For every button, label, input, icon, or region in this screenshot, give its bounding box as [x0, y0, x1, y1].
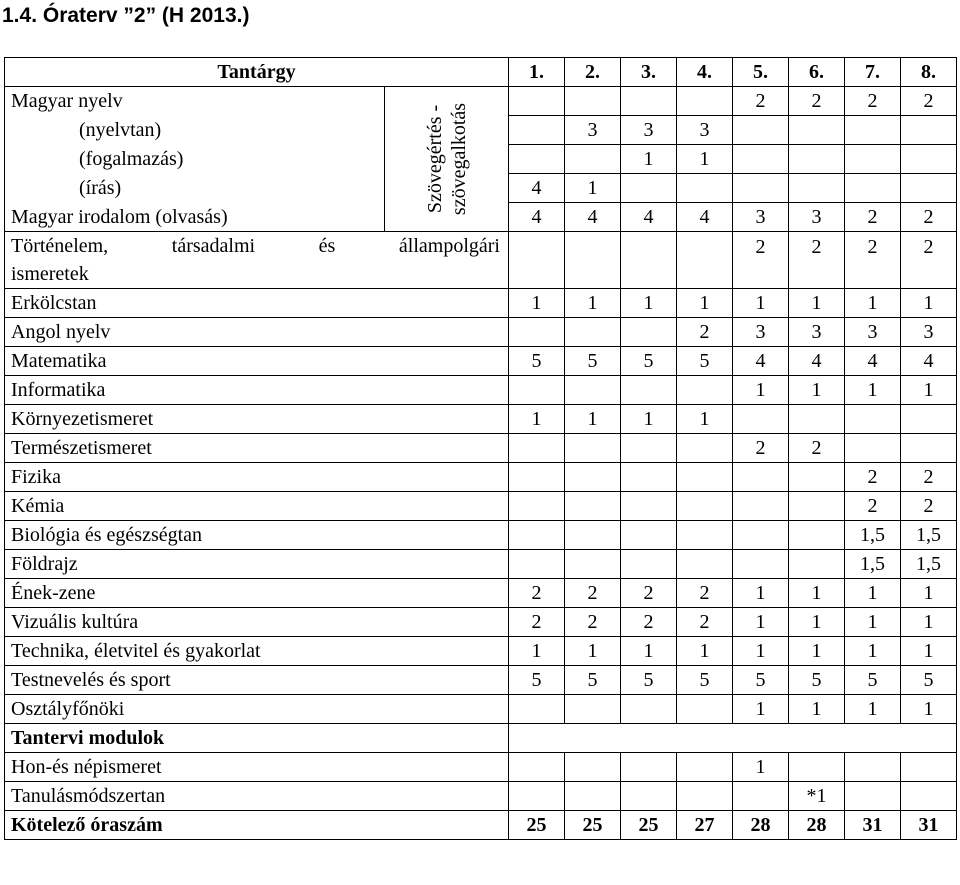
- kemia-grade-2: [565, 492, 621, 521]
- vertical-label-cell: [385, 87, 509, 232]
- history-word-2: társadalmi: [171, 235, 256, 257]
- informatika-grade-5: 1: [733, 376, 789, 405]
- kornyezetismeret-grade-6: [789, 405, 845, 434]
- kotelezo-oraszam-grade-1: 25: [509, 811, 565, 840]
- hungarian-writing-grade-2: 1: [565, 174, 621, 203]
- subject-kemia: Kémia: [5, 492, 509, 521]
- hungarian-composition-grade-5: [733, 145, 789, 174]
- subject-row: [5, 405, 957, 434]
- matematika-grade-2: 5: [565, 347, 621, 376]
- technika-eletvitel-es-gyakorlat-grade-8: 1: [901, 637, 957, 666]
- biologia-es-egeszsegtan-grade-3: [621, 521, 677, 550]
- subject-foldrajz: Földrajz: [5, 550, 509, 579]
- subject-kotelezo-oraszam: Kötelező óraszám: [5, 811, 509, 840]
- grade-header-3: 3.: [621, 58, 677, 87]
- subject-row: [5, 579, 957, 608]
- hungarian-literature-grade-1: 4: [509, 203, 565, 232]
- testneveles-es-sport-grade-3: 5: [621, 666, 677, 695]
- fizika-grade-2: [565, 463, 621, 492]
- technika-eletvitel-es-gyakorlat-grade-1: 1: [509, 637, 565, 666]
- subject-row: [5, 608, 957, 637]
- kemia-grade-7: 2: [845, 492, 901, 521]
- modules-label: Tantervi modulok: [5, 724, 509, 753]
- history-word-3: és: [318, 235, 336, 257]
- hungarian-literature-label: Magyar irodalom (olvasás): [5, 203, 385, 232]
- hungarian-grammar-grade-1: [509, 116, 565, 145]
- hungarian-grammar-grade-4: 3: [677, 116, 733, 145]
- osztalyfonoki-grade-5: 1: [733, 695, 789, 724]
- testneveles-es-sport-grade-7: 5: [845, 666, 901, 695]
- vizualis-kultura-grade-7: 1: [845, 608, 901, 637]
- matematika-grade-3: 5: [621, 347, 677, 376]
- tanulasmodszertan-grade-6: *1: [789, 782, 845, 811]
- kemia-grade-4: [677, 492, 733, 521]
- subject-row: [5, 492, 957, 521]
- osztalyfonoki-grade-1: [509, 695, 565, 724]
- hungarian-composition-grade-4: 1: [677, 145, 733, 174]
- hungarian-literature-grade-6: 3: [789, 203, 845, 232]
- subject-row: [5, 753, 957, 782]
- grade-header-8: 8.: [901, 58, 957, 87]
- history-grade-8: 2: [901, 232, 957, 289]
- erkolcstan-grade-3: 1: [621, 289, 677, 318]
- fizika-grade-4: [677, 463, 733, 492]
- subject-erkolcstan: Erkölcstan: [5, 289, 509, 318]
- tanulasmodszertan-grade-4: [677, 782, 733, 811]
- biologia-es-egeszsegtan-grade-7: 1,5: [845, 521, 901, 550]
- vizualis-kultura-grade-6: 1: [789, 608, 845, 637]
- history-row: [5, 232, 957, 289]
- technika-eletvitel-es-gyakorlat-grade-7: 1: [845, 637, 901, 666]
- erkolcstan-grade-8: 1: [901, 289, 957, 318]
- vizualis-kultura-grade-5: 1: [733, 608, 789, 637]
- foldrajz-grade-8: 1,5: [901, 550, 957, 579]
- tanulasmodszertan-grade-1: [509, 782, 565, 811]
- hon-es-nepismeret-grade-2: [565, 753, 621, 782]
- page-title: 1.4. Óraterv ”2” (H 2013.): [2, 4, 250, 27]
- enek-zene-grade-4: 2: [677, 579, 733, 608]
- angol-nyelv-grade-7: 3: [845, 318, 901, 347]
- hungarian-main-row: [5, 87, 957, 116]
- hungarian-writing-grade-3: [621, 174, 677, 203]
- hungarian-literature-grade-5: 3: [733, 203, 789, 232]
- biologia-es-egeszsegtan-grade-4: [677, 521, 733, 550]
- hungarian-writing-grade-5: [733, 174, 789, 203]
- foldrajz-grade-6: [789, 550, 845, 579]
- kotelezo-oraszam-grade-6: 28: [789, 811, 845, 840]
- kornyezetismeret-grade-8: [901, 405, 957, 434]
- osztalyfonoki-grade-4: [677, 695, 733, 724]
- history-word-last: ismeretek: [11, 263, 89, 285]
- termeszetismeret-grade-1: [509, 434, 565, 463]
- subject-tanulasmodszertan: Tanulásmódszertan: [5, 782, 509, 811]
- technika-eletvitel-es-gyakorlat-grade-5: 1: [733, 637, 789, 666]
- subject-technika-eletvitel-es-gyakorlat: Technika, életvitel és gyakorlat: [5, 637, 509, 666]
- foldrajz-grade-2: [565, 550, 621, 579]
- foldrajz-grade-4: [677, 550, 733, 579]
- matematika-grade-5: 4: [733, 347, 789, 376]
- subject-kornyezetismeret: Környezetismeret: [5, 405, 509, 434]
- kotelezo-oraszam-grade-3: 25: [621, 811, 677, 840]
- modules-empty: [509, 724, 957, 753]
- hungarian-composition-grade-1: [509, 145, 565, 174]
- technika-eletvitel-es-gyakorlat-grade-6: 1: [789, 637, 845, 666]
- informatika-grade-4: [677, 376, 733, 405]
- erkolcstan-grade-1: 1: [509, 289, 565, 318]
- grade-header-5: 5.: [733, 58, 789, 87]
- testneveles-es-sport-grade-4: 5: [677, 666, 733, 695]
- hungarian-main-grade-5: 2: [733, 87, 789, 116]
- termeszetismeret-grade-2: [565, 434, 621, 463]
- subject-row: [5, 347, 957, 376]
- tanulasmodszertan-grade-2: [565, 782, 621, 811]
- modules-row: [5, 724, 957, 753]
- termeszetismeret-grade-4: [677, 434, 733, 463]
- hungarian-writing-grade-1: 4: [509, 174, 565, 203]
- kornyezetismeret-grade-2: 1: [565, 405, 621, 434]
- grade-header-1: 1.: [509, 58, 565, 87]
- subject-header: Tantárgy: [5, 58, 509, 87]
- technika-eletvitel-es-gyakorlat-grade-3: 1: [621, 637, 677, 666]
- hungarian-literature-grade-2: 4: [565, 203, 621, 232]
- biologia-es-egeszsegtan-grade-5: [733, 521, 789, 550]
- hungarian-literature-grade-4: 4: [677, 203, 733, 232]
- matematika-grade-8: 4: [901, 347, 957, 376]
- hon-es-nepismeret-grade-8: [901, 753, 957, 782]
- termeszetismeret-grade-7: [845, 434, 901, 463]
- subject-hon-es-nepismeret: Hon-és népismeret: [5, 753, 509, 782]
- kemia-grade-8: 2: [901, 492, 957, 521]
- enek-zene-grade-7: 1: [845, 579, 901, 608]
- hungarian-writing-label: (írás): [5, 174, 385, 203]
- hungarian-literature-grade-3: 4: [621, 203, 677, 232]
- matematika-grade-4: 5: [677, 347, 733, 376]
- subject-fizika: Fizika: [5, 463, 509, 492]
- hungarian-grammar-grade-7: [845, 116, 901, 145]
- subject-row: [5, 550, 957, 579]
- biologia-es-egeszsegtan-grade-6: [789, 521, 845, 550]
- enek-zene-grade-2: 2: [565, 579, 621, 608]
- subject-row: [5, 666, 957, 695]
- termeszetismeret-grade-8: [901, 434, 957, 463]
- termeszetismeret-grade-5: 2: [733, 434, 789, 463]
- erkolcstan-grade-6: 1: [789, 289, 845, 318]
- subject-matematika: Matematika: [5, 347, 509, 376]
- angol-nyelv-grade-1: [509, 318, 565, 347]
- testneveles-es-sport-grade-1: 5: [509, 666, 565, 695]
- subject-enek-zene: Ének-zene: [5, 579, 509, 608]
- erkolcstan-grade-5: 1: [733, 289, 789, 318]
- informatika-grade-7: 1: [845, 376, 901, 405]
- hungarian-grammar-grade-2: 3: [565, 116, 621, 145]
- kornyezetismeret-grade-5: [733, 405, 789, 434]
- matematika-grade-6: 4: [789, 347, 845, 376]
- hungarian-literature-grade-7: 2: [845, 203, 901, 232]
- hungarian-writing-grade-7: [845, 174, 901, 203]
- hungarian-writing-grade-6: [789, 174, 845, 203]
- erkolcstan-grade-7: 1: [845, 289, 901, 318]
- hungarian-main-grade-6: 2: [789, 87, 845, 116]
- hungarian-grammar-grade-5: [733, 116, 789, 145]
- history-label: [5, 232, 509, 289]
- hungarian-writing-grade-8: [901, 174, 957, 203]
- hungarian-main-grade-4: [677, 87, 733, 116]
- hon-es-nepismeret-grade-6: [789, 753, 845, 782]
- subject-row: [5, 811, 957, 840]
- fizika-grade-3: [621, 463, 677, 492]
- foldrajz-grade-5: [733, 550, 789, 579]
- hungarian-main-grade-8: 2: [901, 87, 957, 116]
- enek-zene-grade-6: 1: [789, 579, 845, 608]
- history-grade-5: 2: [733, 232, 789, 289]
- hungarian-main-grade-1: [509, 87, 565, 116]
- kotelezo-oraszam-grade-5: 28: [733, 811, 789, 840]
- grade-header-6: 6.: [789, 58, 845, 87]
- subject-row: [5, 289, 957, 318]
- history-grade-1: [509, 232, 565, 289]
- kemia-grade-1: [509, 492, 565, 521]
- kemia-grade-5: [733, 492, 789, 521]
- technika-eletvitel-es-gyakorlat-grade-2: 1: [565, 637, 621, 666]
- header-row: [5, 58, 957, 87]
- termeszetismeret-grade-3: [621, 434, 677, 463]
- foldrajz-grade-1: [509, 550, 565, 579]
- vertical-label-line1: Szövegértés -: [423, 104, 446, 214]
- vizualis-kultura-grade-8: 1: [901, 608, 957, 637]
- angol-nyelv-grade-8: 3: [901, 318, 957, 347]
- biologia-es-egeszsegtan-grade-8: 1,5: [901, 521, 957, 550]
- kornyezetismeret-grade-3: 1: [621, 405, 677, 434]
- erkolcstan-grade-4: 1: [677, 289, 733, 318]
- hungarian-composition-grade-3: 1: [621, 145, 677, 174]
- history-grade-4: [677, 232, 733, 289]
- osztalyfonoki-grade-7: 1: [845, 695, 901, 724]
- fizika-grade-5: [733, 463, 789, 492]
- history-word-1: Történelem,: [11, 235, 109, 257]
- hungarian-composition-grade-7: [845, 145, 901, 174]
- testneveles-es-sport-grade-2: 5: [565, 666, 621, 695]
- kotelezo-oraszam-grade-2: 25: [565, 811, 621, 840]
- testneveles-es-sport-grade-8: 5: [901, 666, 957, 695]
- curriculum-table: [4, 57, 957, 840]
- testneveles-es-sport-grade-5: 5: [733, 666, 789, 695]
- informatika-grade-6: 1: [789, 376, 845, 405]
- informatika-grade-1: [509, 376, 565, 405]
- subject-osztalyfonoki: Osztályfőnöki: [5, 695, 509, 724]
- osztalyfonoki-grade-8: 1: [901, 695, 957, 724]
- erkolcstan-grade-2: 1: [565, 289, 621, 318]
- matematika-grade-1: 5: [509, 347, 565, 376]
- history-grade-3: [621, 232, 677, 289]
- enek-zene-grade-3: 2: [621, 579, 677, 608]
- hon-es-nepismeret-grade-4: [677, 753, 733, 782]
- subject-row: [5, 637, 957, 666]
- kornyezetismeret-grade-7: [845, 405, 901, 434]
- hungarian-composition-grade-6: [789, 145, 845, 174]
- informatika-grade-2: [565, 376, 621, 405]
- biologia-es-egeszsegtan-grade-2: [565, 521, 621, 550]
- hungarian-grammar-grade-3: 3: [621, 116, 677, 145]
- subject-informatika: Informatika: [5, 376, 509, 405]
- foldrajz-grade-7: 1,5: [845, 550, 901, 579]
- kornyezetismeret-grade-1: 1: [509, 405, 565, 434]
- subject-testneveles-es-sport: Testnevelés és sport: [5, 666, 509, 695]
- subject-row: [5, 434, 957, 463]
- vizualis-kultura-grade-3: 2: [621, 608, 677, 637]
- kotelezo-oraszam-grade-7: 31: [845, 811, 901, 840]
- informatika-grade-8: 1: [901, 376, 957, 405]
- kemia-grade-6: [789, 492, 845, 521]
- hon-es-nepismeret-grade-3: [621, 753, 677, 782]
- hungarian-composition-grade-2: [565, 145, 621, 174]
- osztalyfonoki-grade-2: [565, 695, 621, 724]
- subject-row: [5, 463, 957, 492]
- hungarian-composition-label: (fogalmazás): [5, 145, 385, 174]
- fizika-grade-1: [509, 463, 565, 492]
- tanulasmodszertan-grade-7: [845, 782, 901, 811]
- grade-header-2: 2.: [565, 58, 621, 87]
- fizika-grade-8: 2: [901, 463, 957, 492]
- hungarian-main-label: Magyar nyelv: [5, 87, 385, 116]
- testneveles-es-sport-grade-6: 5: [789, 666, 845, 695]
- fizika-grade-7: 2: [845, 463, 901, 492]
- kornyezetismeret-grade-4: 1: [677, 405, 733, 434]
- subject-angol-nyelv: Angol nyelv: [5, 318, 509, 347]
- angol-nyelv-grade-2: [565, 318, 621, 347]
- osztalyfonoki-grade-3: [621, 695, 677, 724]
- osztalyfonoki-grade-6: 1: [789, 695, 845, 724]
- hungarian-main-grade-3: [621, 87, 677, 116]
- angol-nyelv-grade-5: 3: [733, 318, 789, 347]
- hungarian-literature-grade-8: 2: [901, 203, 957, 232]
- subject-row: [5, 695, 957, 724]
- angol-nyelv-grade-3: [621, 318, 677, 347]
- vertical-label: [423, 103, 471, 215]
- kotelezo-oraszam-grade-8: 31: [901, 811, 957, 840]
- kemia-grade-3: [621, 492, 677, 521]
- enek-zene-grade-1: 2: [509, 579, 565, 608]
- technika-eletvitel-es-gyakorlat-grade-4: 1: [677, 637, 733, 666]
- subject-row: [5, 376, 957, 405]
- hon-es-nepismeret-grade-7: [845, 753, 901, 782]
- vizualis-kultura-grade-4: 2: [677, 608, 733, 637]
- history-grade-2: [565, 232, 621, 289]
- grade-header-4: 4.: [677, 58, 733, 87]
- matematika-grade-7: 4: [845, 347, 901, 376]
- kotelezo-oraszam-grade-4: 27: [677, 811, 733, 840]
- hungarian-writing-grade-4: [677, 174, 733, 203]
- tanulasmodszertan-grade-8: [901, 782, 957, 811]
- fizika-grade-6: [789, 463, 845, 492]
- hungarian-grammar-label: (nyelvtan): [5, 116, 385, 145]
- hungarian-main-grade-2: [565, 87, 621, 116]
- enek-zene-grade-8: 1: [901, 579, 957, 608]
- subject-row: [5, 318, 957, 347]
- termeszetismeret-grade-6: 2: [789, 434, 845, 463]
- biologia-es-egeszsegtan-grade-1: [509, 521, 565, 550]
- history-grade-6: 2: [789, 232, 845, 289]
- subject-row: [5, 782, 957, 811]
- subject-vizualis-kultura: Vizuális kultúra: [5, 608, 509, 637]
- hungarian-grammar-grade-8: [901, 116, 957, 145]
- history-grade-7: 2: [845, 232, 901, 289]
- enek-zene-grade-5: 1: [733, 579, 789, 608]
- hon-es-nepismeret-grade-1: [509, 753, 565, 782]
- hungarian-composition-grade-8: [901, 145, 957, 174]
- tanulasmodszertan-grade-5: [733, 782, 789, 811]
- vizualis-kultura-grade-2: 2: [565, 608, 621, 637]
- subject-row: [5, 521, 957, 550]
- hon-es-nepismeret-grade-5: 1: [733, 753, 789, 782]
- subject-termeszetismeret: Természetismeret: [5, 434, 509, 463]
- hungarian-main-grade-7: 2: [845, 87, 901, 116]
- hungarian-grammar-grade-6: [789, 116, 845, 145]
- subject-biologia-es-egeszsegtan: Biológia és egészségtan: [5, 521, 509, 550]
- angol-nyelv-grade-6: 3: [789, 318, 845, 347]
- vertical-label-line2: szövegalkotás: [447, 102, 470, 216]
- angol-nyelv-grade-4: 2: [677, 318, 733, 347]
- informatika-grade-3: [621, 376, 677, 405]
- vizualis-kultura-grade-1: 2: [509, 608, 565, 637]
- foldrajz-grade-3: [621, 550, 677, 579]
- tanulasmodszertan-grade-3: [621, 782, 677, 811]
- grade-header-7: 7.: [845, 58, 901, 87]
- history-word-4: állampolgári: [398, 235, 500, 257]
